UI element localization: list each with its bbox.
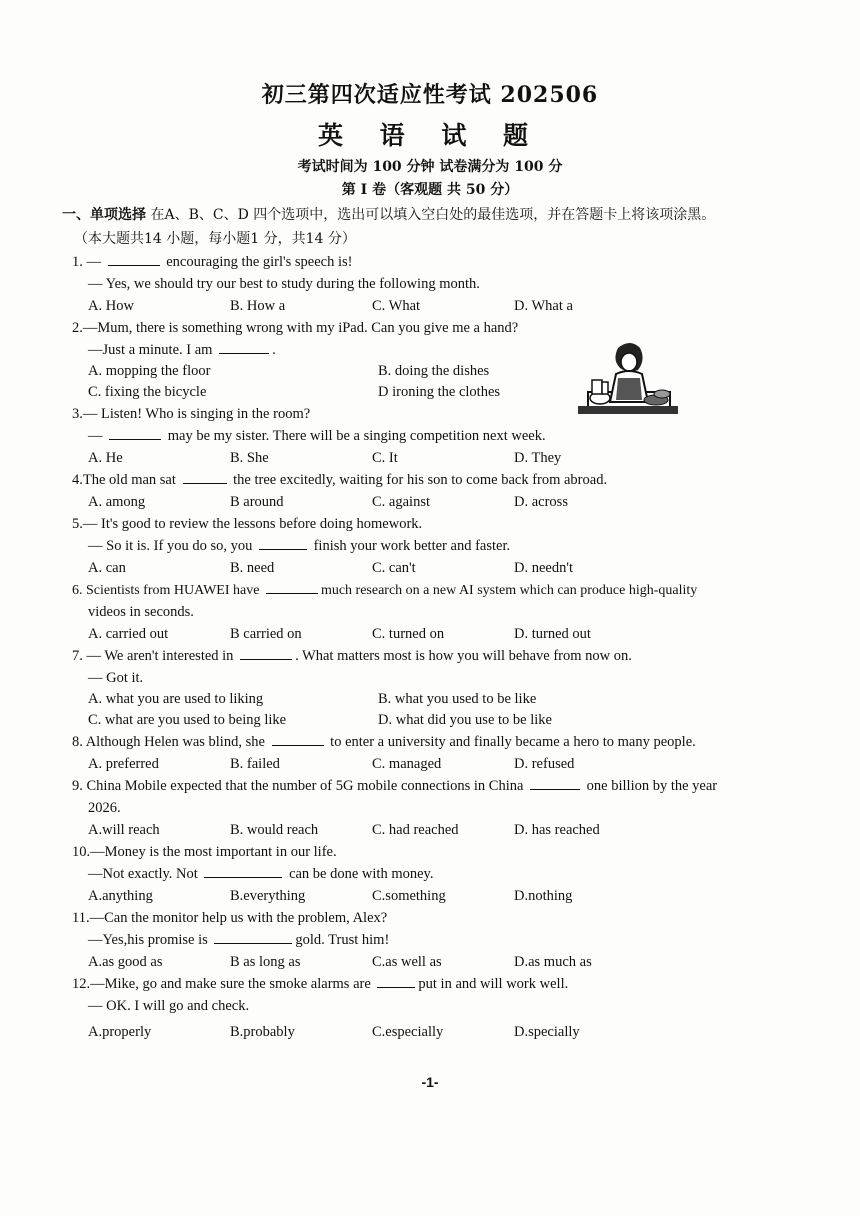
question-1-reply: — Yes, we should try our best to study during the following month. (88, 276, 480, 292)
option-d: D.as much as (514, 954, 592, 970)
option-d: D. needn't (514, 560, 573, 576)
question-text: encouraging the girl's speech is! (166, 254, 353, 270)
question-5-reply (72, 535, 772, 557)
option-d: D ironing the clothes (378, 384, 501, 400)
question-text: . What matters most is how you will behave from now on. (295, 648, 632, 664)
option-c: C. what are you used to being like (88, 712, 287, 728)
exam-title: 初三第四次适应性考试 202506 (261, 82, 599, 108)
question-12-options (72, 1021, 772, 1043)
option-a: A. among (88, 494, 146, 510)
question-12-reply: — OK. I will go and check. (88, 998, 250, 1014)
option-a: A. what you are used to liking (88, 691, 264, 707)
option-d: D. What a (514, 298, 573, 314)
option-c: C.something (372, 888, 446, 904)
option-a: A. preferred (88, 756, 159, 772)
question-8 (72, 731, 772, 753)
answer-blank (214, 929, 292, 944)
question-5: 5.— It's good to review the lessons before doing homework. (72, 516, 423, 532)
question-text: gold. Trust him! (295, 932, 390, 948)
option-b: B. She (230, 450, 269, 466)
question-11: 11.—Can the monitor help us with the problem, Alex? (72, 910, 388, 926)
question-text: — (88, 428, 103, 444)
answer-blank (530, 775, 580, 790)
question-10: 10.—Money is the most important in our life. (72, 844, 337, 860)
option-a: A. How (88, 298, 134, 314)
question-text: — So it is. If you do so, you (88, 538, 253, 554)
option-c: C.as well as (372, 954, 442, 970)
question-3-options (72, 447, 772, 469)
option-b: B. How a (230, 298, 286, 314)
question-5-options (72, 557, 772, 579)
question-text: 9. China Mobile expected that the number of 5G mobile connections in China (72, 778, 524, 794)
option-d: D. what did you use to be like (378, 712, 552, 728)
section-instruction (62, 204, 842, 224)
question-text: to enter a university and finally became a hero to many people. (330, 734, 696, 750)
option-c: C. managed (372, 756, 442, 772)
option-b: B.everything (230, 888, 306, 904)
question-1 (72, 251, 772, 273)
answer-blank (108, 251, 160, 266)
answer-blank (219, 339, 269, 354)
option-b: B.probably (230, 1024, 295, 1040)
option-d: D.nothing (514, 888, 573, 904)
question-text: . (272, 342, 276, 358)
section-note: （本大题共14 小题，每小题1 分，共14 分） (74, 231, 356, 247)
option-b: B around (230, 494, 284, 510)
question-6 (72, 579, 772, 601)
question-text: —Just a minute. I am (88, 342, 213, 358)
option-d: D.specially (514, 1024, 580, 1040)
option-b: B as long as (230, 954, 301, 970)
option-a: A. He (88, 450, 123, 466)
answer-blank (240, 645, 292, 660)
question-3-reply (72, 425, 772, 447)
question-2-reply (72, 339, 772, 361)
option-c: C. What (372, 298, 421, 314)
subject-title: 英 语 试 题 (317, 121, 543, 150)
option-c: C.especially (372, 1024, 444, 1040)
option-a: A. mopping the floor (88, 363, 211, 379)
question-text: 12.—Mike, go and make sure the smoke alarms are (72, 976, 371, 992)
question-8-options (72, 753, 772, 775)
answer-blank (183, 469, 227, 484)
question-9 (72, 775, 772, 797)
answer-blank (204, 863, 282, 878)
question-10-reply (72, 863, 772, 885)
option-b: B. failed (230, 756, 280, 772)
answer-blank (272, 731, 324, 746)
option-a: A.will reach (88, 822, 160, 838)
option-a: A. carried out (88, 626, 169, 642)
volume-title: 第 I 卷（客观题 共 50 分） (341, 182, 519, 198)
question-text: may be my sister. There will be a singing competition next week. (167, 428, 546, 444)
option-d: D. has reached (514, 822, 600, 838)
option-c: C. fixing the bicycle (88, 384, 207, 400)
option-d: D. refused (514, 756, 575, 772)
question-6-options (72, 623, 772, 645)
option-a: A.anything (88, 888, 153, 904)
question-text: 4.The old man sat (72, 472, 176, 488)
option-c: C. against (372, 494, 430, 510)
question-text: 7. — We aren't interested in (72, 648, 234, 664)
question-list (72, 251, 772, 1043)
option-d: D. across (514, 494, 568, 510)
option-b: B. need (230, 560, 275, 576)
answer-blank (266, 579, 318, 594)
question-9-options (72, 819, 772, 841)
option-d: D. They (514, 450, 562, 466)
option-b: B carried on (230, 626, 302, 642)
question-11-options (72, 951, 772, 973)
answer-blank (377, 973, 415, 988)
option-b: B. would reach (230, 822, 319, 838)
question-text: the tree excitedly, waiting for his son to come back from abroad. (233, 472, 608, 488)
question-1-options (72, 295, 772, 317)
answer-blank (109, 425, 161, 440)
section-heading: 一、单项选择 (62, 207, 146, 223)
option-a: A.as good as (88, 954, 163, 970)
option-b: B. what you used to be like (378, 691, 537, 707)
option-c: C. It (372, 450, 398, 466)
question-7-reply: — Got it. (88, 670, 144, 686)
question-12 (72, 973, 772, 995)
question-text: finish your work better and faster. (313, 538, 511, 554)
answer-blank (259, 535, 307, 550)
question-10-options (72, 885, 772, 907)
question-7-options (72, 689, 772, 731)
question-text: 8. Although Helen was blind, she (72, 734, 265, 750)
option-d: D. turned out (514, 626, 591, 642)
question-text: put in and will work well. (418, 976, 569, 992)
question-9-continued: 2026. (88, 800, 121, 816)
option-a: A. can (88, 560, 126, 576)
question-text: can be done with money. (289, 866, 434, 882)
exam-info: 考试时间为 100 分钟 试卷满分为 100 分 (297, 159, 563, 175)
option-c: C. can't (372, 560, 416, 576)
option-b: B. doing the dishes (378, 363, 490, 379)
question-2-options (72, 361, 772, 403)
question-7 (72, 645, 772, 667)
section-instruction-text: 在A、B、C、D 四个选项中，选出可以填入空白处的最佳选项，并在答题卡上将该项涂黑。 (150, 207, 716, 223)
question-text: one billion by the year (586, 778, 718, 794)
option-a: A.properly (88, 1024, 152, 1040)
question-text: —Yes,his promise is (88, 932, 208, 948)
question-11-reply (72, 929, 772, 951)
question-4-options (72, 491, 772, 513)
option-c: C. had reached (372, 822, 459, 838)
question-text: 6. Scientists from HUAWEI have (72, 583, 260, 598)
question-6-continued: videos in seconds. (88, 604, 194, 620)
question-3: 3.— Listen! Who is singing in the room? (72, 406, 311, 422)
page-number: -1- (421, 1074, 439, 1090)
question-text: 1. — (72, 254, 101, 270)
question-text: —Not exactly. Not (88, 866, 198, 882)
question-2: 2.—Mum, there is something wrong with my iPad. Can you give me a hand? (72, 320, 519, 336)
question-4 (72, 469, 772, 491)
option-c: C. turned on (372, 626, 445, 642)
question-text: much research on a new AI system which can produce high-quality (320, 583, 698, 598)
